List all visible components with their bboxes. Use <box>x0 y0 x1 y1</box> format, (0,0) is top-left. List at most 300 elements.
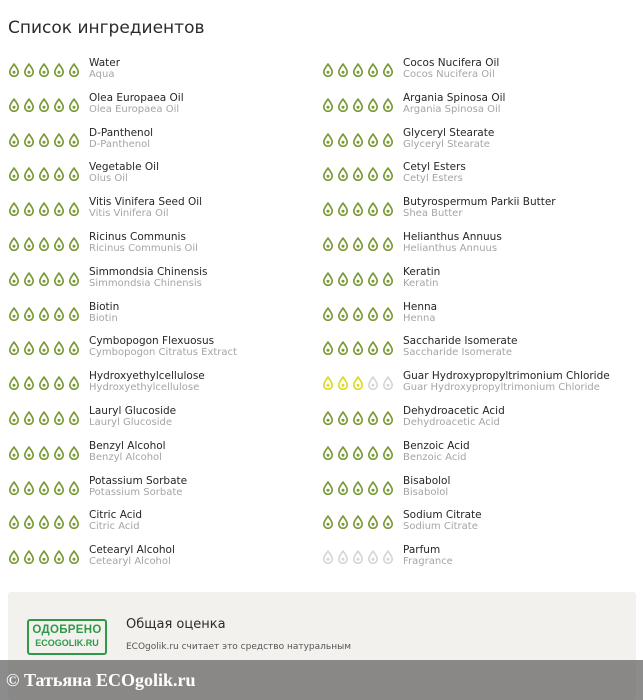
drop-icon <box>52 445 66 459</box>
ingredient-names <box>89 301 119 325</box>
ingredient-latin-name: Henna <box>403 312 436 324</box>
ingredient-name[interactable]: Citric Acid <box>89 509 143 522</box>
drop-icon <box>37 166 51 180</box>
ingredient-names <box>403 196 556 220</box>
drop-icon <box>67 62 81 76</box>
ingredient-row <box>314 91 632 126</box>
ingredient-row <box>314 56 632 91</box>
rating-drops <box>7 271 81 285</box>
drop-icon <box>7 166 21 180</box>
drop-icon <box>321 375 335 389</box>
drop-icon <box>366 306 380 320</box>
drop-icon <box>67 340 81 354</box>
ingredient-names <box>89 405 176 429</box>
drop-icon <box>7 132 21 146</box>
drop-icon <box>381 201 395 215</box>
ingredient-row <box>0 56 318 91</box>
rating-drops <box>7 375 81 389</box>
ingredient-latin-name: Shea Butter <box>403 208 463 220</box>
ingredient-names <box>89 231 198 255</box>
ingredient-row <box>314 508 632 543</box>
ingredient-names <box>89 370 205 394</box>
ingredient-names <box>89 57 120 81</box>
ingredient-names <box>89 266 207 290</box>
ingredient-names <box>89 440 166 464</box>
drop-icon <box>67 201 81 215</box>
rating-drops <box>321 62 395 76</box>
drop-icon <box>336 271 350 285</box>
drop-icon <box>366 62 380 76</box>
drop-icon <box>321 445 335 459</box>
ingredient-latin-name: Lauryl Glucoside <box>89 416 172 428</box>
ingredient-latin-name: Argania Spinosa Oil <box>403 103 501 115</box>
ingredient-latin-name: Aqua <box>89 69 115 80</box>
ingredient-names <box>403 405 505 429</box>
ingredient-latin-name: Hydroxyethylcellulose <box>89 382 200 394</box>
drop-icon <box>52 480 66 494</box>
rating-drops <box>321 97 395 111</box>
ingredient-row <box>314 334 632 369</box>
drop-icon <box>381 340 395 354</box>
ingredient-row <box>0 230 318 265</box>
drop-icon <box>381 306 395 320</box>
drop-icon <box>7 480 21 494</box>
drop-icon <box>366 480 380 494</box>
drop-icon <box>351 271 365 285</box>
ingredient-latin-name: Keratin <box>403 277 439 289</box>
drop-icon <box>336 236 350 250</box>
drop-icon <box>351 514 365 528</box>
drop-icon <box>22 480 36 494</box>
ingredient-names <box>403 266 440 290</box>
drop-icon <box>321 306 335 320</box>
drop-icon <box>22 271 36 285</box>
ingredient-names <box>403 475 450 499</box>
drop-icon <box>22 514 36 528</box>
drop-icon <box>52 514 66 528</box>
drop-icon <box>67 480 81 494</box>
ingredient-name[interactable]: Vitis Vinifera Seed Oil <box>89 196 203 209</box>
ingredient-name[interactable]: Cocos Nucifera Oil <box>403 57 500 69</box>
drop-icon <box>366 201 380 215</box>
drop-icon <box>52 375 66 389</box>
drop-icon <box>37 445 51 459</box>
rating-drops <box>7 445 81 459</box>
drop-icon <box>67 514 81 528</box>
drop-icon <box>351 236 365 250</box>
ingredient-name[interactable]: Benzyl Alcohol <box>89 439 166 452</box>
ingredient-latin-name: Cetearyl Alcohol <box>89 556 171 568</box>
ingredient-names <box>403 127 494 151</box>
drop-icon <box>52 549 66 563</box>
rating-drops <box>321 445 395 459</box>
ingredient-name[interactable]: Lauryl Glucoside <box>89 404 177 417</box>
ingredient-latin-name: Biotin <box>89 312 118 324</box>
drop-icon <box>381 410 395 424</box>
drop-icon <box>37 271 51 285</box>
rating-drops <box>7 132 81 146</box>
drop-icon <box>22 201 36 215</box>
ingredient-row <box>0 195 318 230</box>
drop-icon <box>366 340 380 354</box>
ingredient-latin-name: Cymbopogon Citratus Extract <box>89 347 237 359</box>
ingredient-row <box>314 404 632 439</box>
drop-icon <box>381 549 395 563</box>
ingredient-name[interactable]: Butyrospermum Parkii Butter <box>403 196 556 209</box>
ingredient-row <box>314 126 632 161</box>
ingredient-row <box>0 91 318 126</box>
drop-icon <box>22 375 36 389</box>
rating-drops <box>7 480 81 494</box>
ingredient-latin-name: Fragrance <box>403 556 453 568</box>
stamp-line2: ECOGOLIK.RU <box>35 638 99 648</box>
watermark-text: © Татьяна ECOgolik.ru <box>6 670 196 690</box>
drop-icon <box>37 97 51 111</box>
ingredient-row <box>314 265 632 300</box>
approved-stamp <box>27 619 107 655</box>
ingredient-latin-name: Benzoic Acid <box>403 451 467 463</box>
drop-icon <box>321 410 335 424</box>
drop-icon <box>52 201 66 215</box>
drop-icon <box>7 236 21 250</box>
drop-icon <box>7 306 21 320</box>
drop-icon <box>22 97 36 111</box>
ingredients-column-left <box>0 56 318 578</box>
ingredient-latin-name: Dehydroacetic Acid <box>403 416 500 428</box>
ingredient-name[interactable]: Sodium Citrate <box>403 509 482 522</box>
ingredient-latin-name: Vitis Vinifera Oil <box>89 208 169 220</box>
ingredient-row <box>0 126 318 161</box>
drop-icon <box>67 132 81 146</box>
rating-drops <box>321 549 395 563</box>
drop-icon <box>67 166 81 180</box>
ingredient-names <box>403 57 499 81</box>
ingredient-name[interactable]: Argania Spinosa Oil <box>403 91 506 104</box>
ingredient-row <box>0 369 318 404</box>
ingredient-row <box>0 439 318 474</box>
drop-icon <box>52 271 66 285</box>
drop-icon <box>37 306 51 320</box>
ingredient-name[interactable]: Vegetable Oil <box>89 161 159 174</box>
drop-icon <box>67 306 81 320</box>
rating-drops <box>321 201 395 215</box>
drop-icon <box>22 445 36 459</box>
drop-icon <box>7 201 21 215</box>
drop-icon <box>52 306 66 320</box>
ingredient-latin-name: Guar Hydroxypropyltrimonium Chloride <box>403 382 600 394</box>
drop-icon <box>321 514 335 528</box>
rating-drops <box>321 236 395 250</box>
ingredient-name[interactable]: Guar Hydroxypropyltrimonium Chloride <box>403 370 610 383</box>
ingredient-latin-name: Potassium Sorbate <box>89 486 183 498</box>
drop-icon <box>37 236 51 250</box>
ingredient-name[interactable]: Olea Europaea Oil <box>89 91 184 104</box>
drop-icon <box>366 375 380 389</box>
drop-icon <box>7 375 21 389</box>
rating-drops <box>7 166 81 180</box>
rating-drops <box>7 62 81 76</box>
ingredient-row <box>314 230 632 265</box>
ingredient-name[interactable]: D-Panthenol <box>89 126 154 139</box>
drop-icon <box>336 306 350 320</box>
ingredient-name[interactable]: Benzoic Acid <box>403 439 470 452</box>
drop-icon <box>7 514 21 528</box>
drop-icon <box>381 375 395 389</box>
drop-icon <box>321 62 335 76</box>
drop-icon <box>37 480 51 494</box>
drop-icon <box>366 514 380 528</box>
ingredient-name[interactable]: Glyceryl Stearate <box>403 126 495 139</box>
ingredient-name[interactable]: Dehydroacetic Acid <box>403 404 505 417</box>
ingredient-name[interactable]: Cymbopogon Flexuosus <box>89 335 215 348</box>
drop-icon <box>37 132 51 146</box>
drop-icon <box>37 549 51 563</box>
drop-icon <box>67 271 81 285</box>
rating-drops <box>321 132 395 146</box>
ingredient-names <box>89 161 159 185</box>
drop-icon <box>336 375 350 389</box>
drop-icon <box>366 166 380 180</box>
drop-icon <box>37 514 51 528</box>
ingredient-names <box>89 509 142 533</box>
ingredient-latin-name: Simmondsia Chinensis <box>89 277 202 289</box>
rating-drops <box>321 166 395 180</box>
rating-drops <box>321 514 395 528</box>
drop-icon <box>381 514 395 528</box>
ingredient-names <box>403 231 502 255</box>
drop-icon <box>321 132 335 146</box>
drop-icon <box>351 132 365 146</box>
drop-icon <box>336 201 350 215</box>
ingredient-latin-name: Bisabolol <box>403 486 449 498</box>
ingredient-row <box>0 404 318 439</box>
ingredient-row <box>0 300 318 335</box>
ingredient-name[interactable]: Helianthus Annuus <box>403 230 502 243</box>
ingredient-latin-name: Cetyl Esters <box>403 173 463 185</box>
ingredient-names <box>89 335 237 359</box>
rating-drops <box>7 340 81 354</box>
drop-icon <box>381 480 395 494</box>
drop-icon <box>37 340 51 354</box>
drop-icon <box>52 132 66 146</box>
drop-icon <box>321 480 335 494</box>
ingredient-latin-name: Helianthus Annuus <box>403 242 498 254</box>
drop-icon <box>336 166 350 180</box>
ingredient-name[interactable]: Simmondsia Chinensis <box>89 265 208 278</box>
drop-icon <box>336 62 350 76</box>
ingredient-name[interactable]: Bisabolol <box>403 474 451 487</box>
ingredient-name[interactable]: Hydroxyethylcellulose <box>89 370 205 383</box>
drop-icon <box>336 480 350 494</box>
drop-icon <box>381 271 395 285</box>
drop-icon <box>321 236 335 250</box>
watermark-bar <box>0 660 643 700</box>
drop-icon <box>381 236 395 250</box>
drop-icon <box>22 410 36 424</box>
ingredient-latin-name: D-Panthenol <box>89 138 151 150</box>
drop-icon <box>321 271 335 285</box>
drop-icon <box>351 375 365 389</box>
drop-icon <box>22 62 36 76</box>
rating-drops <box>321 410 395 424</box>
ingredient-names <box>403 92 505 116</box>
drop-icon <box>351 340 365 354</box>
drop-icon <box>52 410 66 424</box>
ingredient-row <box>314 160 632 195</box>
drop-icon <box>336 97 350 111</box>
drop-icon <box>351 166 365 180</box>
drop-icon <box>351 480 365 494</box>
page-title: Список ингредиентов <box>8 18 205 38</box>
ingredient-latin-name: Ricinus Communis Oil <box>89 242 198 254</box>
ingredient-row <box>314 369 632 404</box>
stamp-line1: ОДОБРЕНО <box>32 624 102 636</box>
ingredient-name[interactable]: Water <box>89 57 121 69</box>
drop-icon <box>67 375 81 389</box>
ingredient-name[interactable]: Saccharide Isomerate <box>403 335 518 348</box>
rating-drops <box>321 271 395 285</box>
drop-icon <box>67 445 81 459</box>
ingredient-name[interactable]: Parfum <box>403 544 441 557</box>
drop-icon <box>52 97 66 111</box>
ingredient-names <box>403 161 466 185</box>
rating-drops <box>7 549 81 563</box>
drop-icon <box>351 549 365 563</box>
rating-drops <box>321 375 395 389</box>
drop-icon <box>321 166 335 180</box>
drop-icon <box>351 306 365 320</box>
drop-icon <box>336 410 350 424</box>
drop-icon <box>52 340 66 354</box>
ingredient-latin-name: Cocos Nucifera Oil <box>403 69 495 80</box>
drop-icon <box>336 340 350 354</box>
drop-icon <box>351 410 365 424</box>
ingredient-names <box>403 370 610 394</box>
rating-drops <box>7 306 81 320</box>
ingredient-name[interactable]: Biotin <box>89 300 120 313</box>
overall-rating-text: ECOgolik.ru считает это средство натуральным <box>126 642 351 652</box>
ingredient-latin-name: Citric Acid <box>89 521 140 533</box>
ingredient-row <box>0 265 318 300</box>
drop-icon <box>67 410 81 424</box>
ingredient-row <box>0 160 318 195</box>
drop-icon <box>67 236 81 250</box>
drop-icon <box>7 97 21 111</box>
drop-icon <box>7 549 21 563</box>
rating-drops <box>7 97 81 111</box>
drop-icon <box>52 166 66 180</box>
ingredient-latin-name: Sodium Citrate <box>403 521 478 533</box>
rating-drops <box>7 201 81 215</box>
drop-icon <box>7 410 21 424</box>
ingredient-names <box>403 509 482 533</box>
ingredient-name[interactable]: Cetearyl Alcohol <box>89 544 175 557</box>
drop-icon <box>321 549 335 563</box>
ingredient-name[interactable]: Ricinus Communis <box>89 230 186 243</box>
drop-icon <box>336 549 350 563</box>
rating-drops <box>321 340 395 354</box>
overall-rating-title: Общая оценка <box>126 617 226 632</box>
ingredient-names <box>403 301 437 325</box>
drop-icon <box>381 166 395 180</box>
rating-drops <box>7 236 81 250</box>
drop-icon <box>7 271 21 285</box>
ingredient-names <box>89 196 202 220</box>
drop-icon <box>366 236 380 250</box>
drop-icon <box>22 236 36 250</box>
drop-icon <box>52 62 66 76</box>
ingredient-name[interactable]: Cetyl Esters <box>403 161 466 174</box>
drop-icon <box>381 132 395 146</box>
ingredient-row <box>314 474 632 509</box>
ingredient-names <box>89 92 184 116</box>
drop-icon <box>381 97 395 111</box>
ingredient-latin-name: Saccharide Isomerate <box>403 347 512 359</box>
ingredient-latin-name: Glyceryl Stearate <box>403 138 490 150</box>
ingredient-names <box>403 544 453 568</box>
drop-icon <box>37 410 51 424</box>
ingredient-latin-name: Olea Europaea Oil <box>89 103 180 115</box>
drop-icon <box>366 410 380 424</box>
drop-icon <box>22 132 36 146</box>
ingredient-names <box>403 335 517 359</box>
ingredient-names <box>89 544 175 568</box>
drop-icon <box>321 97 335 111</box>
ingredient-latin-name: Olus Oil <box>89 173 128 185</box>
ingredient-name[interactable]: Potassium Sorbate <box>89 474 188 487</box>
drop-icon <box>22 306 36 320</box>
drop-icon <box>321 340 335 354</box>
ingredient-row <box>314 543 632 578</box>
drop-icon <box>351 445 365 459</box>
ingredients-column-right <box>314 56 632 578</box>
drop-icon <box>336 445 350 459</box>
drop-icon <box>7 445 21 459</box>
ingredient-name[interactable]: Henna <box>403 300 438 313</box>
ingredient-row <box>314 300 632 335</box>
rating-drops <box>7 410 81 424</box>
drop-icon <box>7 340 21 354</box>
drop-icon <box>351 62 365 76</box>
rating-drops <box>321 480 395 494</box>
drop-icon <box>67 549 81 563</box>
ingredient-latin-name: Benzyl Alcohol <box>89 451 162 463</box>
ingredient-row <box>314 195 632 230</box>
drop-icon <box>351 201 365 215</box>
drop-icon <box>22 166 36 180</box>
ingredient-row <box>0 543 318 578</box>
drop-icon <box>351 97 365 111</box>
ingredient-row <box>0 508 318 543</box>
drop-icon <box>381 62 395 76</box>
ingredient-row <box>314 439 632 474</box>
drop-icon <box>381 445 395 459</box>
drop-icon <box>52 236 66 250</box>
drop-icon <box>336 514 350 528</box>
ingredient-names <box>89 475 187 499</box>
drop-icon <box>336 132 350 146</box>
ingredient-name[interactable]: Keratin <box>403 265 441 278</box>
drop-icon <box>7 62 21 76</box>
rating-drops <box>7 514 81 528</box>
ingredient-names <box>89 127 153 151</box>
drop-icon <box>37 201 51 215</box>
drop-icon <box>321 201 335 215</box>
drop-icon <box>366 97 380 111</box>
drop-icon <box>22 549 36 563</box>
drop-icon <box>67 97 81 111</box>
ingredient-names <box>403 440 470 464</box>
